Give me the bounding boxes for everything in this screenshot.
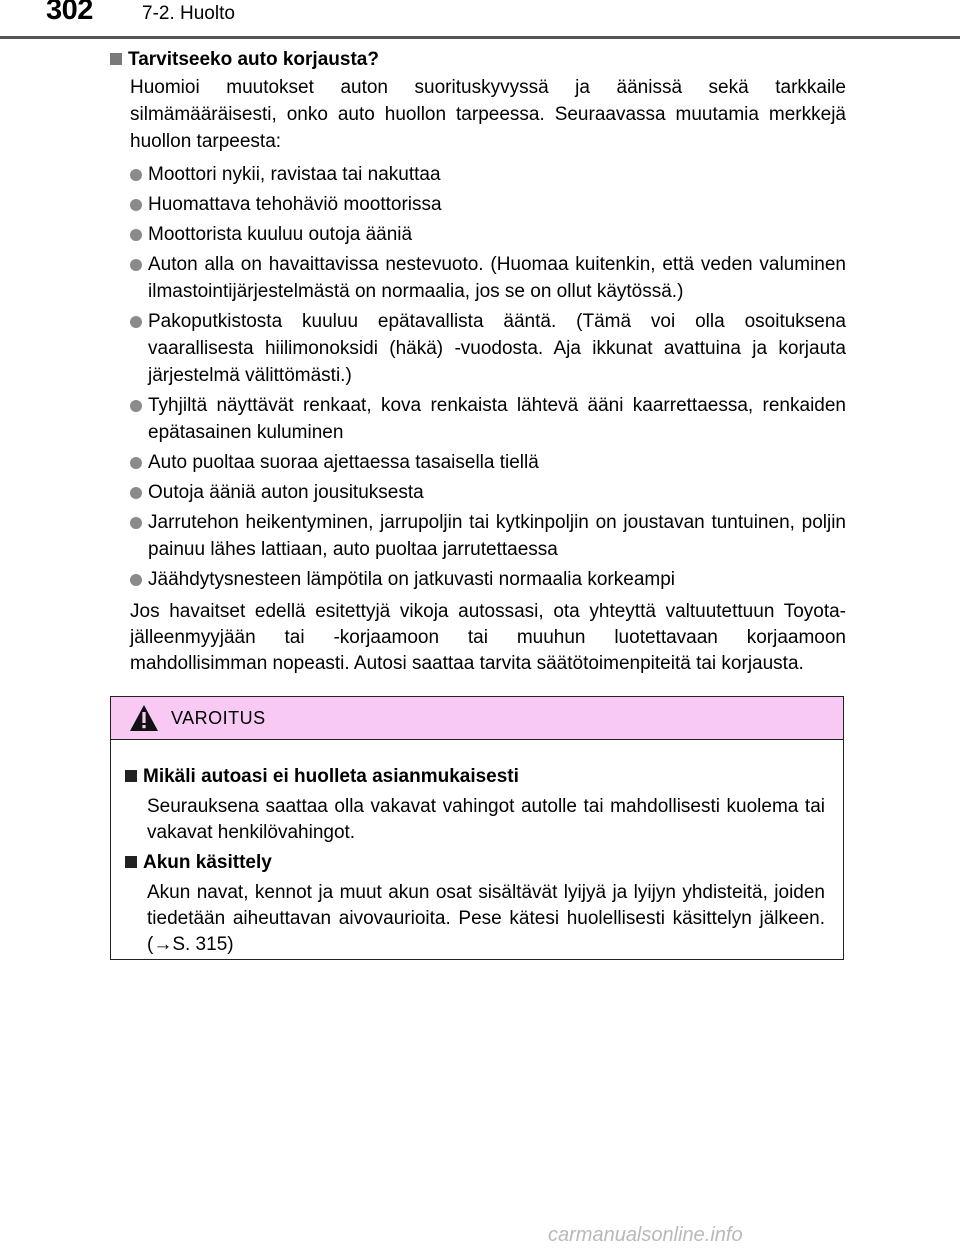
circle-bullet-icon bbox=[130, 487, 142, 499]
section-heading bbox=[110, 46, 846, 74]
warning-paragraph: Seurauksena saattaa olla vakavat vahingot autolle tai mahdollisesti kuolema tai vakavat henkilövahingot. bbox=[147, 796, 825, 843]
page-header bbox=[0, 0, 960, 40]
circle-bullet-icon bbox=[130, 400, 142, 412]
circle-bullet-icon bbox=[130, 574, 142, 586]
square-bullet-icon bbox=[125, 770, 137, 782]
circle-bullet-icon bbox=[130, 316, 142, 328]
list-item: Outoja ääniä auton jousituksesta bbox=[130, 479, 846, 506]
circle-bullet-icon bbox=[130, 229, 142, 241]
circle-bullet-icon bbox=[130, 199, 142, 211]
symptom-list bbox=[110, 161, 846, 593]
list-item: Jarrutehon heikentyminen, jarrupoljin tai kytkinpoljin on joustavan tuntuinen, poljin painuu lähes lattiaan, auto puoltaa jarrutettaessa bbox=[130, 509, 846, 563]
circle-bullet-icon bbox=[130, 457, 142, 469]
heading-text: Tarvitseeko auto korjausta? bbox=[128, 49, 379, 70]
warning-subheading: Mikäli autoasi ei huolleta asianmukaisesti bbox=[125, 764, 825, 790]
warning-header bbox=[111, 697, 843, 740]
watermark: carmanualsonline.info bbox=[548, 1224, 743, 1246]
warning-triangle-icon bbox=[129, 704, 159, 732]
page-number: 302 bbox=[46, 0, 93, 26]
circle-bullet-icon bbox=[130, 259, 142, 271]
list-item: Tyhjiltä näyttävät renkaat, kova renkaista lähtevä ääni kaarrettaessa, renkaiden epätasainen kuluminen bbox=[130, 392, 846, 446]
closing-paragraph: Jos havaitset edellä esitettyjä vikoja autossasi, ota yhteyttä valtuutettuun Toyota-jälleenmyyjään tai -korjaamoon tai muuhun luotettavaan korjaamoon mahdollisimman nopeasti. Autosi saattaa tarvita säätötoimenpiteitä tai korjausta. bbox=[130, 601, 846, 674]
circle-bullet-icon bbox=[130, 169, 142, 181]
square-bullet-icon bbox=[110, 53, 122, 65]
list-item: Auto puoltaa suoraa ajettaessa tasaisella tiellä bbox=[130, 449, 846, 476]
warning-body bbox=[111, 740, 843, 958]
list-item: Moottorista kuuluu outoja ääniä bbox=[130, 221, 846, 248]
main-content bbox=[110, 46, 846, 677]
list-item: Huomattava tehohäviö moottorissa bbox=[130, 191, 846, 218]
section-title: 7-2. Huolto bbox=[142, 3, 235, 24]
warning-box bbox=[110, 696, 844, 960]
warning-paragraph: Akun navat, kennot ja muut akun osat sisältävät lyijyä ja lyijyn yhdisteitä, joiden tiedetään aiheuttavan aivovaurioita. Pese kätesi huolellisesti käsittelyn jälkeen. (→S. 315) bbox=[147, 882, 825, 955]
square-bullet-icon bbox=[125, 856, 137, 868]
list-item: Moottori nykii, ravistaa tai nakuttaa bbox=[130, 161, 846, 188]
list-item: Auton alla on havaittavissa nestevuoto. (Huomaa kuitenkin, että veden valuminen ilmastointijärjestelmästä on normaalia, jos se on ollut käytössä.) bbox=[130, 251, 846, 305]
list-item: Pakoputkistosta kuuluu epätavallista ääntä. (Tämä voi olla osoituksena vaarallisesta hiilimonoksidi (häkä) -vuodosta. Aja ikkunat avattuina ja korjauta järjestelmä välittömästi.) bbox=[130, 308, 846, 389]
warning-subheading: Akun käsittely bbox=[125, 850, 825, 876]
intro-paragraph: Huomioi muutokset auton suorituskyvyssä ja äänissä sekä tarkkaile silmämääräisesti, onko auto huollon tarpeessa. Seuraavassa muutamia merkkejä huollon tarpeesta: bbox=[130, 77, 846, 152]
header-divider bbox=[0, 36, 960, 39]
list-item: Jäähdytysnesteen lämpötila on jatkuvasti normaalia korkeampi bbox=[130, 566, 846, 593]
circle-bullet-icon bbox=[130, 517, 142, 529]
warning-title: VAROITUS bbox=[171, 707, 266, 728]
